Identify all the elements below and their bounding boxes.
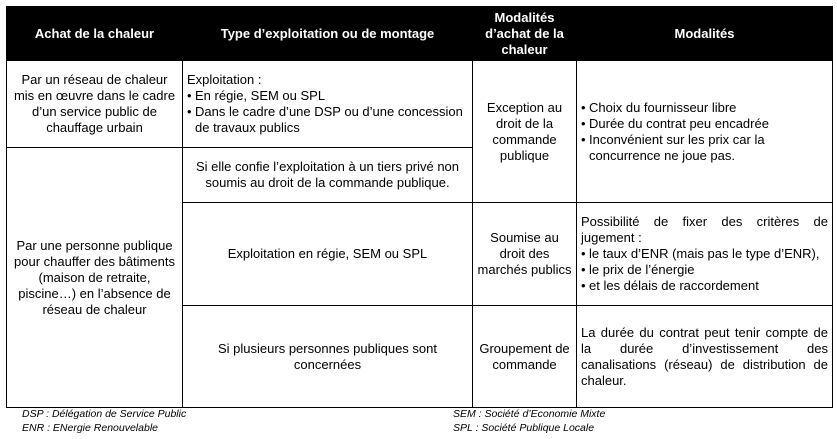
type-regie-cell: Exploitation en régie, SEM ou SPL [183, 203, 473, 306]
comparison-table [6, 6, 833, 408]
groupement-modalites-cell: La durée du contrat peut tenir compte de la durée d’investissement des canalisations (réseau) de distribution de chaleur. [577, 306, 833, 408]
soumise-modalites-cell [577, 203, 833, 306]
footnote-enr: ENR : ENergie Renouvelable [22, 422, 158, 434]
footnote-sem: SEM : Société d’Economie Mixte [453, 408, 606, 420]
list-item: • Choix du fournisseur libre [581, 100, 828, 116]
footnote-dsp: DSP : Délégation de Service Public [22, 408, 187, 420]
list-item: • Durée du contrat peu encadrée [581, 116, 828, 132]
header-modalites-achat: Modalités d’achat de la chaleur [473, 7, 577, 61]
footnote-spl: SPL : Société Publique Locale [453, 422, 595, 434]
type-plusieurs-cell: Si plusieurs personnes publiques sont concernées [183, 306, 473, 408]
header-modalites: Modalités [577, 7, 833, 61]
list-item: • Inconvénient sur les prix car la concurrence ne joue pas. [581, 132, 828, 164]
list-item: • et les délais de raccordement [581, 278, 828, 294]
header-type: Type d’exploitation ou de montage [183, 7, 473, 61]
groupement-label-cell: Groupement de commande [473, 306, 577, 408]
table-row [7, 61, 833, 148]
type-exploitation-cell [183, 61, 473, 148]
soumise-label-cell: Soumise au droit des marchés publics [473, 203, 577, 306]
type-exploitation-list [187, 88, 468, 136]
achat-personne-cell: Par une personne publique pour chauffer des bâtiments (maison de retraite, piscine…) en l’absence de réseau de chaleur [7, 148, 183, 408]
exception-label-cell: Exception au droit de la commande publique [473, 61, 577, 203]
list-item: • En régie, SEM ou SPL [187, 88, 468, 104]
soumise-intro: Possibilité de fixer des critères de jugement : [581, 214, 828, 245]
exception-list [581, 100, 828, 164]
type-exploitation-title: Exploitation : [187, 72, 262, 87]
soumise-list [581, 246, 828, 294]
header-achat: Achat de la chaleur [7, 7, 183, 61]
list-item: • le taux d’ENR (mais pas le type d’ENR), [581, 246, 828, 262]
header-row [7, 7, 833, 61]
list-item: • Dans le cadre d’une DSP ou d’une concession de travaux publics [187, 104, 468, 136]
list-item: • le prix de l’énergie [581, 262, 828, 278]
exception-modalites-cell [577, 61, 833, 203]
type-tiers-cell: Si elle confie l’exploitation à un tiers privé non soumis au droit de la commande publique. [183, 148, 473, 203]
achat-reseau-cell: Par un réseau de chaleur mis en œuvre dans le cadre d’un service public de chauffage urbain [7, 61, 183, 148]
